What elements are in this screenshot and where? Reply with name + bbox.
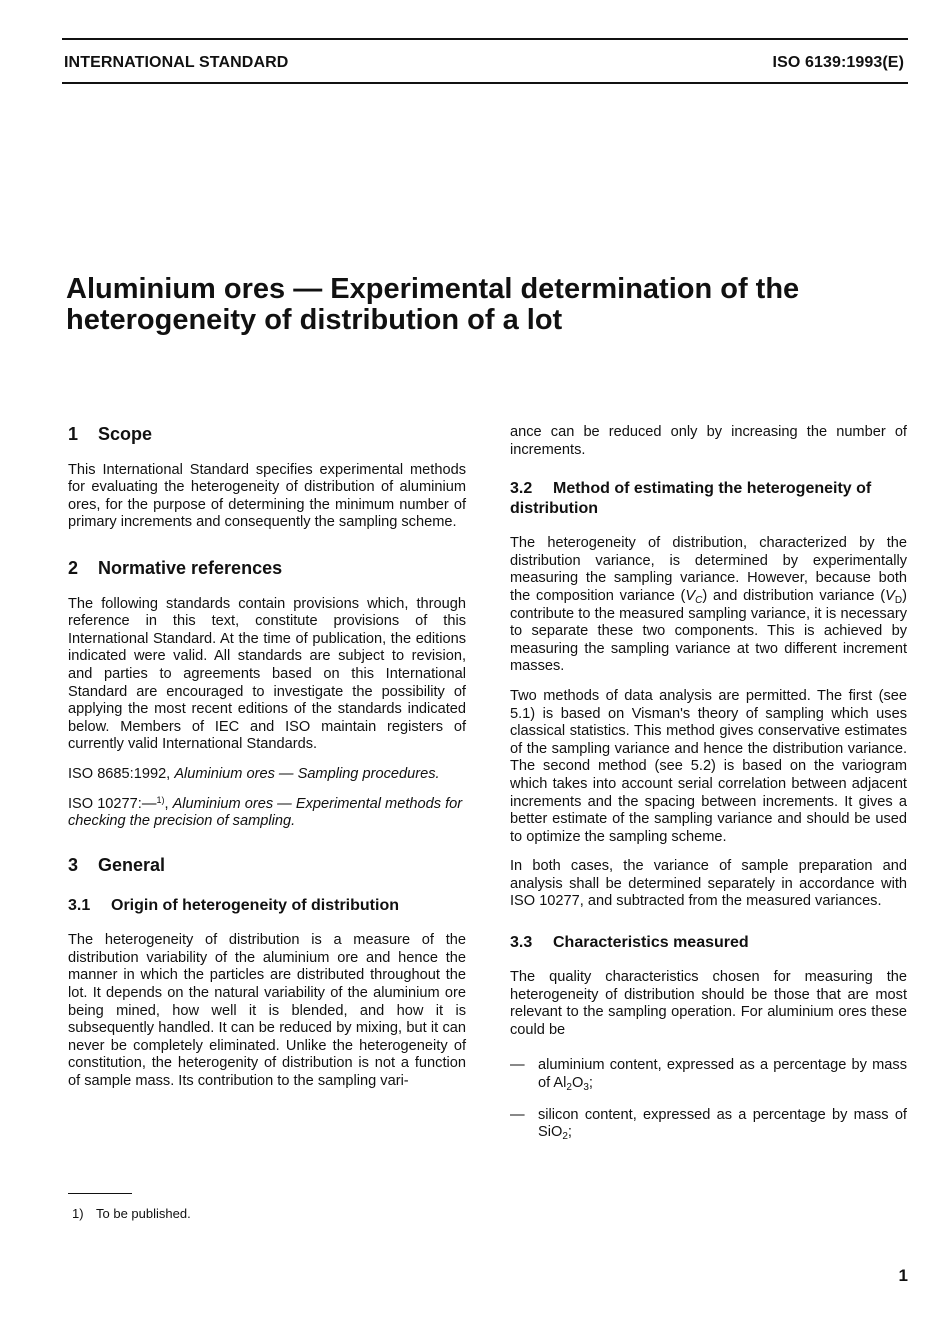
list-item — [510, 1057, 907, 1092]
list-item-1-oxygen: O — [571, 1075, 584, 1092]
footnote-number: 1) — [72, 1206, 84, 1221]
title-line-2: heterogeneity of distribution of a lot — [66, 304, 563, 336]
estimation-text-c: ) contribute to the measured sampling variance, it is necessary to separate these two components. This is achieved by measuring the sampling variance at two different increment masses. — [510, 587, 907, 675]
section-1-title: Scope — [98, 424, 153, 444]
footnote-rule — [68, 1193, 132, 1194]
page-number: 1 — [898, 1266, 908, 1285]
section-3-3-title: Characteristics measured — [553, 934, 749, 952]
estimation-text-a: The heterogeneity of distribution, characterized by the distribution variance, is determined by experimentally measuring the sampling variance. However, because both the composition variance ( — [510, 535, 907, 604]
list-item-2-text: silicon content, expressed as a percentage by mass of SiO — [538, 1106, 907, 1141]
normative-references-paragraph: The following standards contain provisions which, through reference in this text, constitute provisions of this International Standard. At the time of publication, the editions indicated were valid. All standards are subject to revision, and parties to agreements based on this International Standard are encouraged to investigate the possibility of applying the most recent editions of the standards indicated below. Members of IEC and ISO maintain registers of currently valid International Standards. — [68, 595, 466, 753]
section-2-number: 2 — [68, 557, 79, 578]
characteristics-list — [510, 1057, 907, 1141]
list-item-2-end: ; — [567, 1124, 572, 1141]
list-item-1-text: aluminium content, expressed as a percentage by mass of Al — [538, 1057, 907, 1092]
section-3-3-number: 3.3 — [510, 934, 533, 952]
reference-2-footnote-mark: 1) — [156, 794, 165, 805]
document-title — [66, 274, 906, 336]
list-item-2-subscript: 2 — [562, 1131, 568, 1143]
reference-iso-8685 — [68, 766, 466, 784]
list-item-1-subscript-1: 2 — [566, 1082, 572, 1094]
section-3-2-title: Method of estimating the heterogeneity of distribution — [510, 480, 872, 518]
section-2-heading — [68, 557, 466, 578]
reference-1-title: Aluminium ores — Sampling procedures. — [174, 765, 440, 782]
estimation-method-paragraph-1 — [510, 535, 907, 676]
header-top-rule — [62, 38, 908, 40]
scope-paragraph: This International Standard specifies experimental methods for evaluating the heterogeneity of distribution of aluminium ores, for the purpose of determining the minimum number of primary increments and consequently the sampling scheme. — [68, 461, 466, 531]
origin-heterogeneity-continuation: ance can be reduced only by increasing the number of increments. — [510, 424, 907, 458]
list-item — [510, 1107, 907, 1142]
footnote-text: To be published. — [96, 1206, 191, 1221]
section-3-1-title: Origin of heterogeneity of distribution — [111, 897, 399, 915]
reference-1-code: ISO 8685:1992, — [68, 765, 171, 782]
estimation-method-paragraph-3: In both cases, the variance of sample preparation and analysis shall be determined separately in accordance with ISO 10277, and subtracted from the measured variances. — [510, 858, 907, 910]
title-line-1: Aluminium ores — Experimental determination of the — [66, 273, 800, 305]
section-3-number: 3 — [68, 854, 79, 875]
composition-variance-subscript: C — [695, 594, 703, 606]
reference-iso-10277: ISO 10277:—$^{1)}$, Aluminium ores — Experimental methods for checking the precision of sampling. — [68, 794, 463, 830]
section-3-3-heading — [510, 933, 907, 953]
section-1-number: 1 — [68, 424, 79, 444]
estimation-text-b: ) and distribution variance ( — [702, 587, 886, 604]
standard-type-label: INTERNATIONAL STANDARD — [64, 54, 289, 71]
distribution-variance-symbol: V — [885, 587, 895, 604]
section-3-heading — [68, 854, 466, 875]
right-column — [510, 424, 907, 1156]
standard-number: ISO 6139:1993(E) — [772, 54, 904, 71]
header-bottom-rule — [62, 82, 908, 84]
composition-variance-symbol: V — [685, 587, 696, 604]
distribution-variance-subscript: D — [894, 594, 903, 606]
section-3-1-number: 3.1 — [68, 897, 91, 915]
reference-2-code: ISO 10277:— — [68, 795, 157, 812]
section-1-heading — [68, 426, 466, 444]
characteristics-paragraph: The quality characteristics chosen for measuring the heterogeneity of distribution should be those that are most relevant to the sampling operation. For aluminium ores these could be — [510, 969, 907, 1038]
section-3-2-heading — [510, 479, 907, 519]
origin-heterogeneity-paragraph: The heterogeneity of distribution is a measure of the distribution variability of the aluminium ore and hence the manner in which the particles are distributed throughout the lot. It depends on the natural variability of the aluminium ore being mined, how well it is blended, and how it is subsequently handled. It can be reduced by mixing, but it can never be completely eliminated. Unlike the heterogeneity of constitution, the heterogenity of distribution is not a function of sample mass. Its contribution to the sampling vari- — [68, 932, 466, 1090]
section-3-title: General — [98, 854, 166, 875]
list-item-1-end: ; — [588, 1075, 593, 1092]
section-3-1-heading — [68, 896, 466, 916]
estimation-method-paragraph-2: Two methods of data analysis are permitted. The first (see 5.1) is based on Visman's theory of sampling which uses classical statistics. This method gives conservative estimates of the sampling variance and hence the distribution variance. The second method (see 5.2) is based on the variogram which takes into account serial correlation between adjacent increments and the spacing between increments. It gives a better estimate of the sampling variance and should be used to optimize the sampling scheme. — [510, 687, 907, 845]
reference-2-title: Aluminium ores — Experimental methods for checking the precision of sampling. — [68, 795, 463, 830]
section-2-title: Normative references — [98, 557, 283, 578]
footnote — [72, 1206, 191, 1221]
list-item-1-subscript-2: 3 — [583, 1082, 589, 1094]
left-column — [68, 424, 466, 1103]
section-3-2-number: 3.2 — [510, 480, 533, 498]
